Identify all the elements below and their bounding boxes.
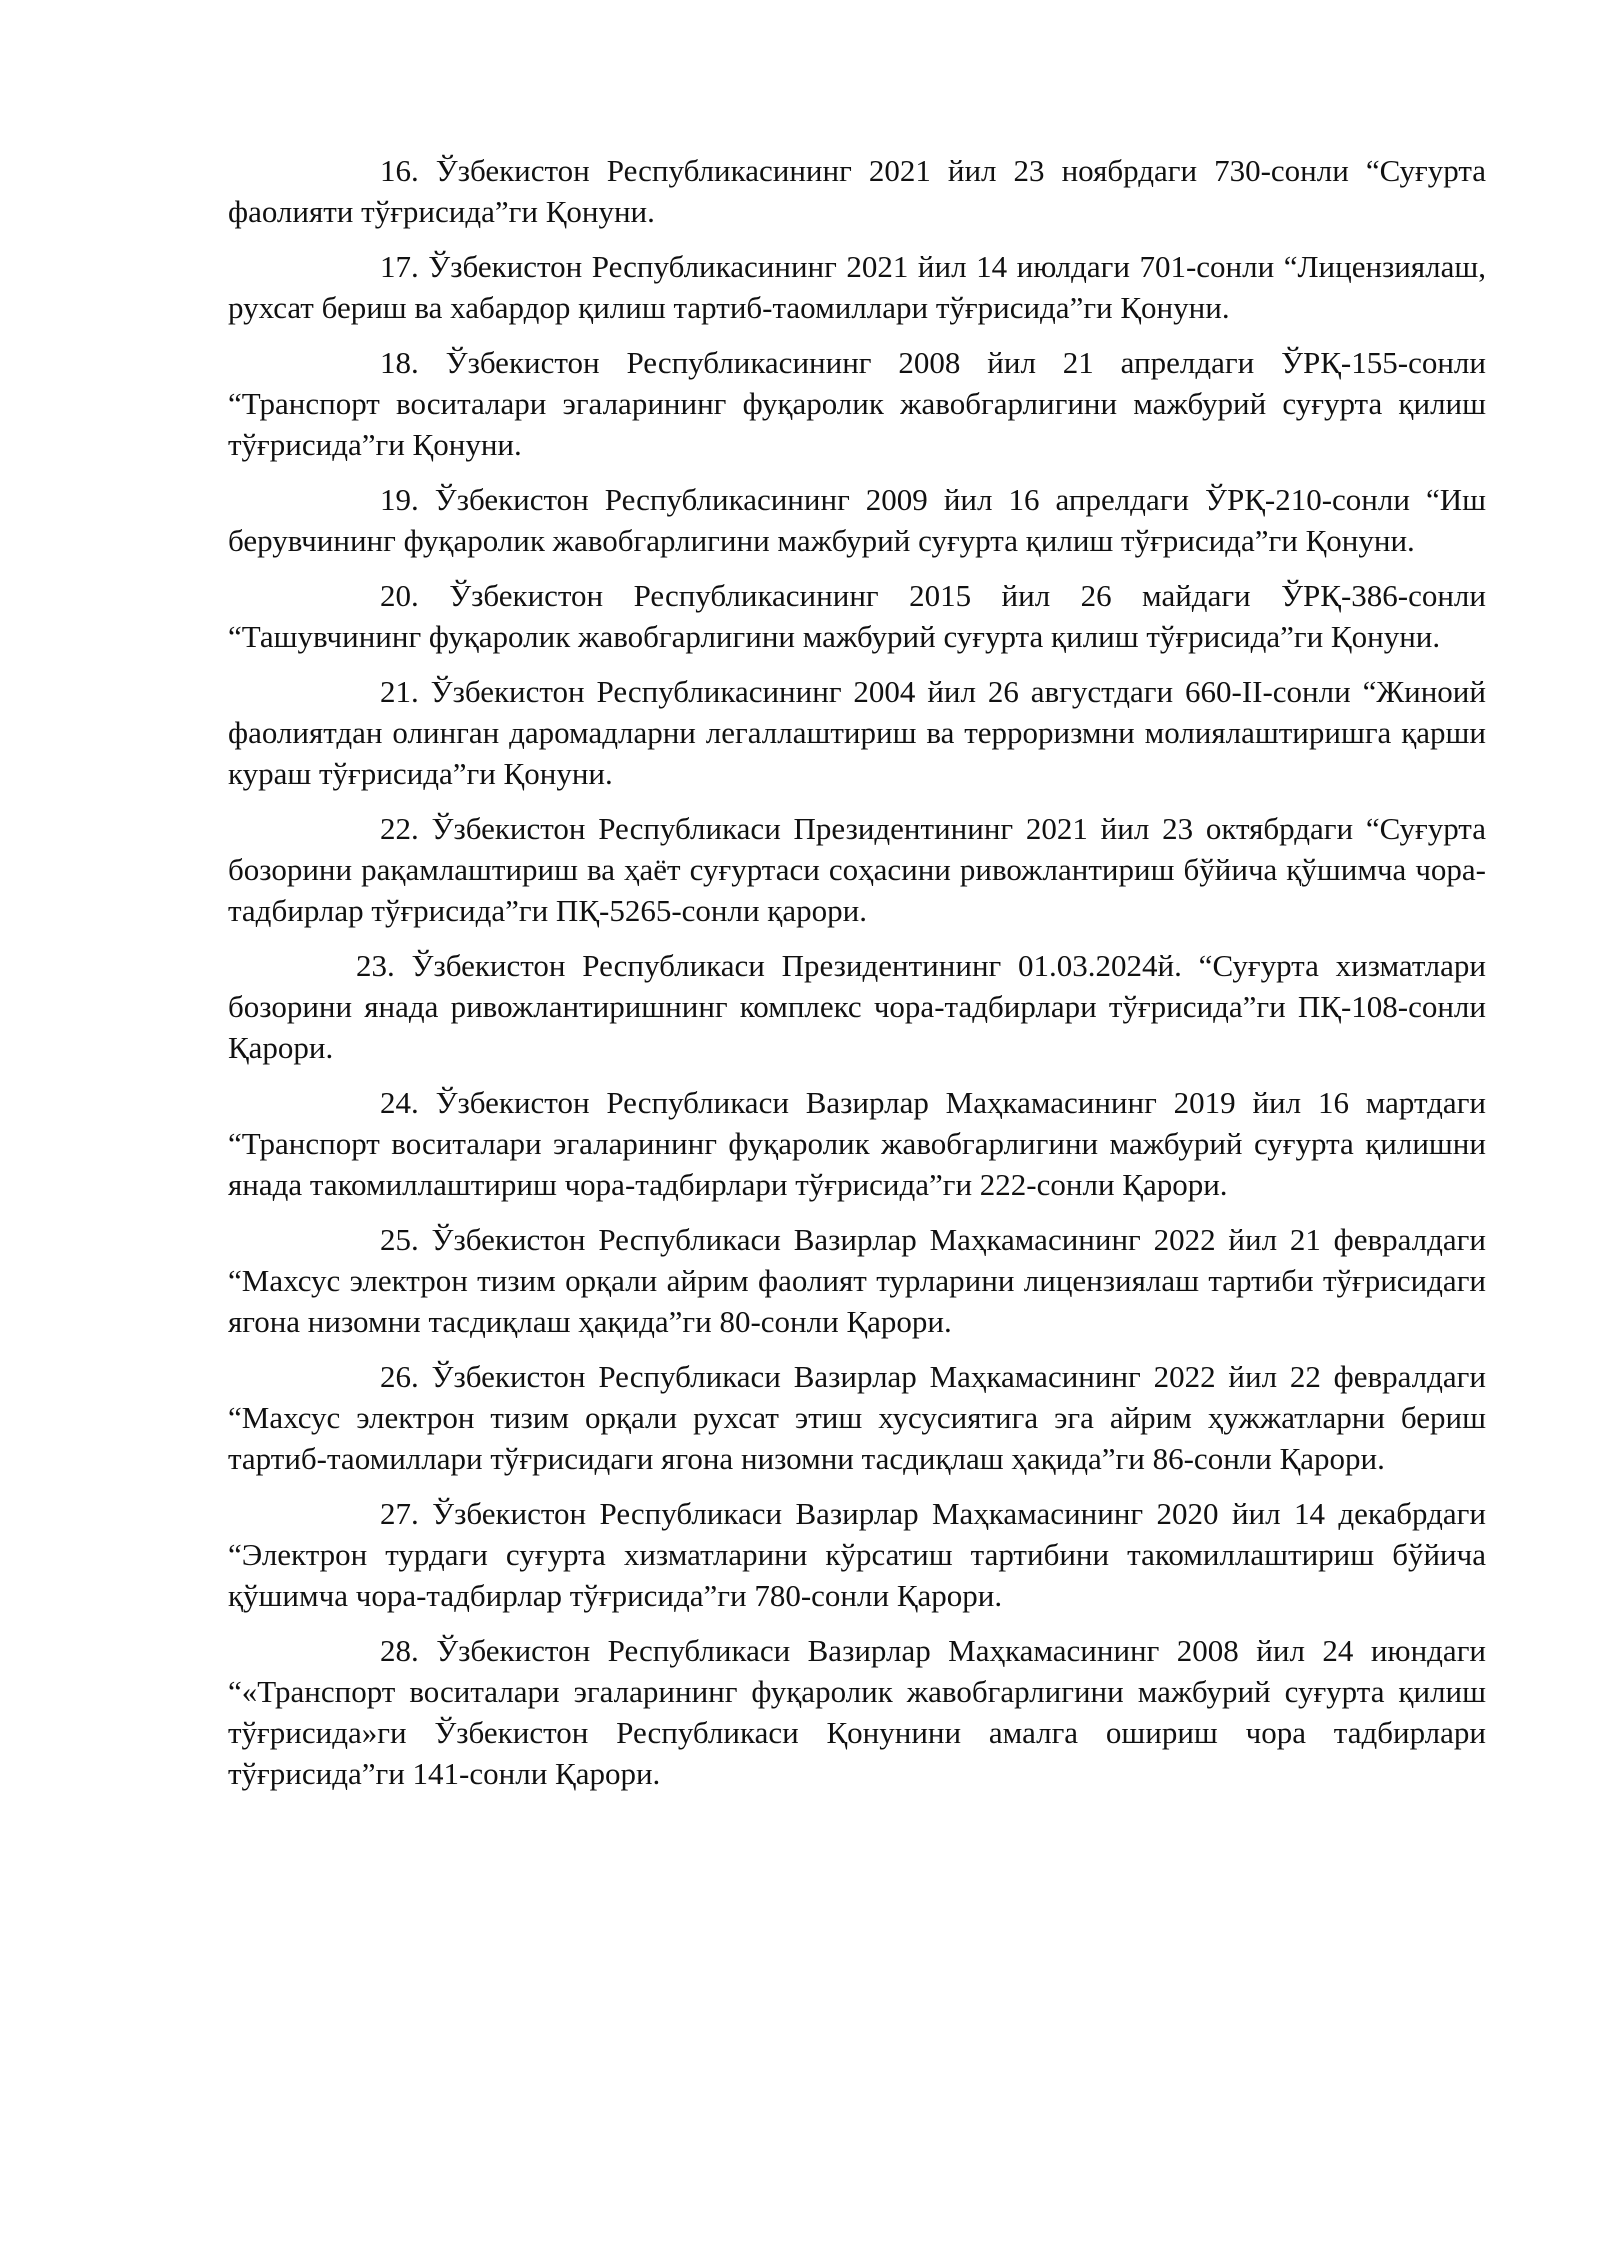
item-text: Ўзбекистон Республикаси Президентининг 01.03.2024й. “Суғурта хизматлари бозорини янада ривожлантиришнинг комплекс чора-тадбирлари тўғрисида”ги ПҚ-108-сонли Қарори.: [228, 948, 1486, 1065]
item-number: 16.: [380, 153, 419, 188]
item-text: Ўзбекистон Республикаси Вазирлар Маҳкамасининг 2019 йил 16 мартдаги “Транспорт воситалари эгаларининг фуқаролик жавобгарлигини мажбурий суғурта қилишни янада такомиллаштириш чора-тадбирлари тўғрисида”ги 222-сонли Қарори.: [228, 1085, 1486, 1202]
list-item: [228, 671, 1486, 794]
item-text: Ўзбекистон Республикаси Вазирлар Маҳкамасининг 2022 йил 21 февралдаги “Махсус электрон тизим орқали айрим фаолият турларини лицензиялаш тартиби тўғрисидаги ягона низомни тасдиқлаш ҳақида”ги 80-сонли Қарори.: [228, 1222, 1486, 1339]
item-text: Ўзбекистон Республикасининг 2021 йил 23 ноябрдаги 730-сонли “Суғурта фаолияти тўғрисида”ги Қонуни.: [228, 153, 1486, 229]
item-text: Ўзбекистон Республикасининг 2008 йил 21 апрелдаги ЎРҚ-155-сонли “Транспорт воситалари эгаларининг фуқаролик жавобгарлигини мажбурий суғурта қилиш тўғрисида”ги Қонуни.: [228, 345, 1486, 462]
item-text: Ўзбекистон Республикаси Вазирлар Маҳкамасининг 2008 йил 24 июндаги “«Транспорт воситалари эгаларининг фуқаролик жавобгарлигини мажбурий суғурта қилиш тўғрисида»ги Ўзбекистон Республикаси Қонунини амалга ошириш чора тадбирлари тўғрисида”ги 141-сонли Қарори.: [228, 1633, 1486, 1791]
item-text: Ўзбекистон Республикасининг 2004 йил 26 августдаги 660-II-сонли “Жиноий фаолиятдан олинган даромадларни легаллаштириш ва терроризмни молиялаштиришга қарши кураш тўғрисида”ги Қонуни.: [228, 674, 1486, 791]
list-item: [228, 575, 1486, 657]
item-number: 24.: [380, 1085, 419, 1120]
item-number: 25.: [380, 1222, 419, 1257]
item-number: 18.: [380, 345, 419, 380]
item-number: 21.: [380, 674, 419, 709]
item-number: 27.: [380, 1496, 419, 1531]
item-number: 17.: [380, 249, 419, 284]
list-item: [228, 1630, 1486, 1794]
item-text: Ўзбекистон Республикаси Вазирлар Маҳкамасининг 2020 йил 14 декабрдаги “Электрон турдаги суғурта хизматларини кўрсатиш тартибини такомиллаштириш бўйича қўшимча чора-тадбирлар тўғрисида”ги 780-сонли Қарори.: [228, 1496, 1486, 1613]
item-text: Ўзбекистон Республикасининг 2009 йил 16 апрелдаги ЎРҚ-210-сонли “Иш берувчининг фуқаролик жавобгарлигини мажбурий суғурта қилиш тўғрисида”ги Қонуни.: [228, 482, 1486, 558]
item-number: 20.: [380, 578, 419, 613]
item-text: Ўзбекистон Республикасининг 2021 йил 14 июлдаги 701-сонли “Лицензиялаш, рухсат бериш ва хабардор қилиш тартиб-таомиллари тўғрисида”ги Қонуни.: [228, 249, 1486, 325]
item-number: 19.: [380, 482, 419, 517]
list-item: [228, 1356, 1486, 1479]
list-item: [228, 1493, 1486, 1616]
list-item: [228, 808, 1486, 931]
list-item: [228, 479, 1486, 561]
list-item: [228, 1219, 1486, 1342]
list-item: [228, 150, 1486, 232]
item-text: Ўзбекистон Республикаси Вазирлар Маҳкамасининг 2022 йил 22 февралдаги “Махсус электрон тизим орқали рухсат этиш хусусиятига эга айрим ҳужжатларни бериш тартиб-таомиллари тўғрисидаги ягона низомни тасдиқлаш ҳақида”ги 86-сонли Қарори.: [228, 1359, 1486, 1476]
item-number: 26.: [380, 1359, 419, 1394]
document-body: [228, 150, 1486, 1808]
item-number: 28.: [380, 1633, 419, 1668]
item-text: Ўзбекистон Республикаси Президентининг 2021 йил 23 октябрдаги “Суғурта бозорини рақамлаштириш ва ҳаёт суғуртаси соҳасини ривожлантириш бўйича қўшимча чора-тадбирлар тўғрисида”ги ПҚ-5265-сонли қарори.: [228, 811, 1486, 928]
list-item: [228, 945, 1486, 1068]
list-item: [228, 342, 1486, 465]
item-text: Ўзбекистон Республикасининг 2015 йил 26 майдаги ЎРҚ-386-сонли “Ташувчининг фуқаролик жавобгарлигини мажбурий суғурта қилиш тўғрисида”ги Қонуни.: [228, 578, 1486, 654]
item-number: 23.: [356, 948, 395, 983]
list-item: [228, 246, 1486, 328]
item-number: 22.: [380, 811, 419, 846]
list-item: [228, 1082, 1486, 1205]
